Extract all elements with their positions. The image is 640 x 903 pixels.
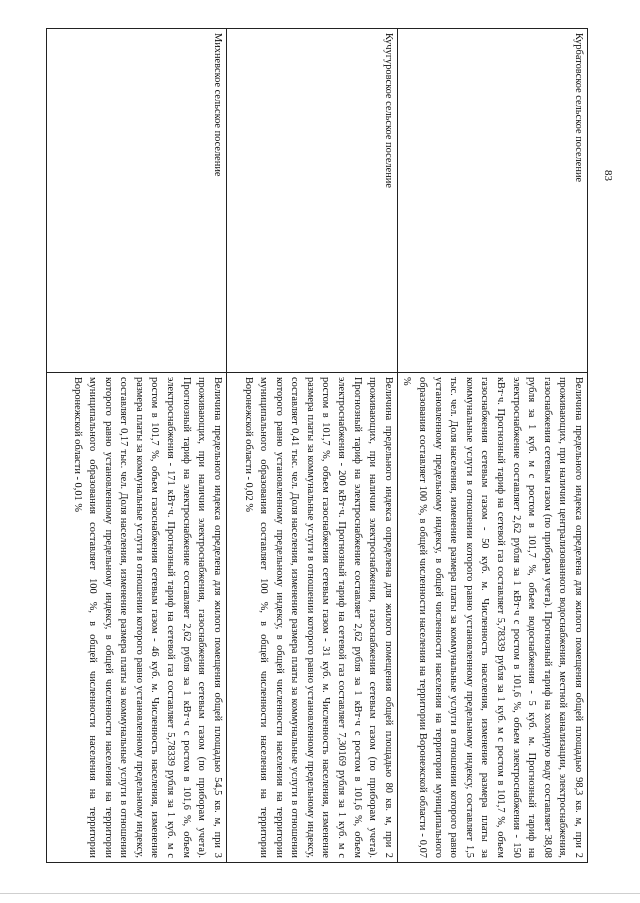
scan-edge-line: [0, 893, 640, 894]
table-row: [46, 29, 226, 863]
settlement-name: Курбатовское сельское поселение: [397, 29, 587, 373]
table-row: [397, 29, 587, 863]
settlement-name: Кучугуровское сельское поселение: [226, 29, 397, 373]
page-number: 83: [602, 170, 614, 181]
settlement-name: Михневское сельское поселение: [46, 29, 226, 373]
settlement-description: Величина предельного индекса определена для жилого помещения общей площадью 98,3 кв. м, при 2 проживающих, при наличии централизованного водоснабжения, местной канализации, электроснабжения, газоснабжения сетевым газом (по приборам учета). Прогнозный тариф на холодную воду составляет 38,08 рубля за 1 куб. м с ростом в 101,7 %, объем водоснабжения - 5 куб. м. Прогнозный тариф на электроснабжение составляет 2,62 рубля за 1 кВт·ч с ростом в 101,6 %, объем электроснабжения - 150 кВт·ч. Прогнозный тариф на сетевой газ составляет 5,78339 рубля за 1 куб. м с ростом в 101,7 %, объем газоснабжения сетевым газом - 50 куб. м. Численность населения, изменение размера платы за коммунальные услуги в отношении которого равно установленному предельному индексу, составляет 1,5 тыс. чел. Доля населения, изменение размера платы за коммунальные услуги в отношении которого равно установленному предельному индексу, в общей численности населения на территории муниципального образования составляет 100 %, в общей численности населения на территории Воронежской области - 0,07 %: [397, 373, 587, 863]
settlement-description: Величина предельного индекса определена для жилого помещения общей площадью 54,5 кв. м, при 3 проживающих, при наличии электроснабжения, газоснабжения сетевым газом (по приборам учета). Прогнозный тариф на электроснабжение составляет 2,62 рубля за 1 кВт·ч с ростом в 101,6 %, объем электроснабжения - 171 кВт·ч. Прогнозный тариф на сетевой газ составляет 5,78339 рубля за 1 куб. м с ростом в 101,7 %, объем газоснабжения сетевым газом - 46 куб. м. Численность населения, изменение размера платы за коммунальные услуги в отношении которого равно установленному предельному индексу, составляет 0,17 тыс. чел. Доля населения, изменение размера платы за коммунальные услуги в отношении которого равно установленному предельному индексу, в общей численности населения на территории муниципального образования составляет 100 %, в общей численности населения на территории Воронежской области - 0,01 %: [46, 373, 226, 863]
settlements-table: [46, 28, 588, 863]
table-row: [226, 29, 397, 863]
settlement-description: Величина предельного индекса определена для жилого помещения общей площадью 80 кв. м, при 2 проживающих, при наличии электроснабжения, газоснабжения сетевым газом (по приборам учета). Прогнозный тариф на электроснабжение составляет 2,62 рубля за 1 кВт·ч с ростом в 101,6 %, объем электроснабжения - 200 кВт·ч. Прогнозный тариф на сетевой газ составляет 7,30169 рубля за 1 куб. м с ростом в 101,7 %, объем газоснабжения сетевым газом - 31 куб. м. Численность населения, изменение размера платы за коммунальные услуги в отношении которого равно установленному предельному индексу, составляет 0,41 тыс. чел. Доля населения, изменение размера платы за коммунальные услуги в отношении которого равно установленному предельному индексу, в общей численности населения на территории муниципального образования составляет 100 %, в общей численности населения на территории Воронежской области - 0,02 %: [226, 373, 397, 863]
settlements-table-wrapper: [56, 28, 588, 863]
